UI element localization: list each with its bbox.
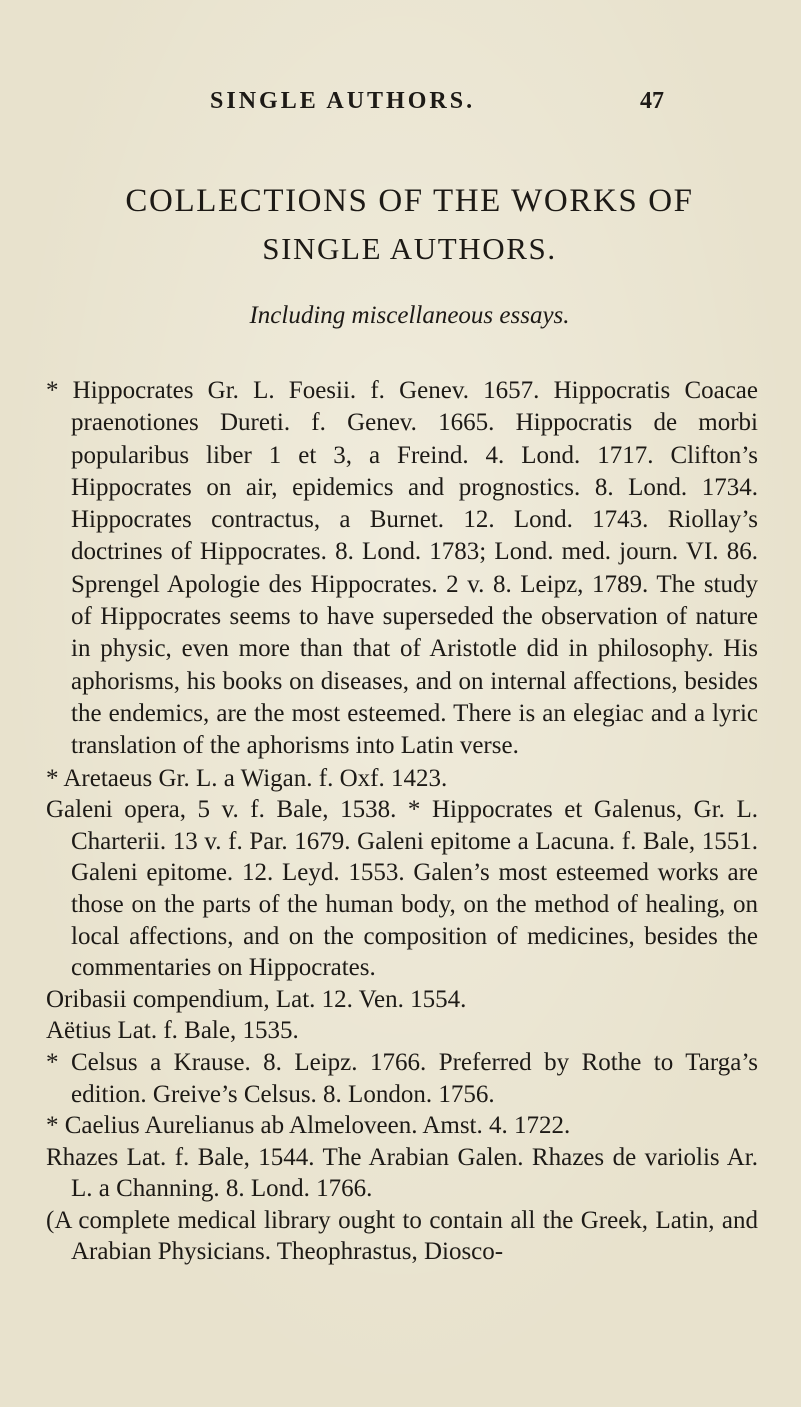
entry-hippocrates: * Hippocrates Gr. L. Foesii. f. Genev. 1657. Hippocratis Coacae praenotiones Dureti. f. Genev. 1665. Hippocratis de morbi popularibus liber 1 et 3, a Freind. 4. Lond. 1717. Clifton’s Hippocrates on air, epidemics and prognostics. 8. Lond. 1734. Hippocrates contractus, a Burnet. 12. Lond. 1743. Riollay’s doctrines of Hippocrates. 8. Lond. 1783; Lond. med. journ. VI. 86. Sprengel Apologie des Hippocrates. 2 v. 8. Leipz, 1789. The study of Hippocrates seems to have superseded the observation of nature in physic, even more than that of Aristotle did in philosophy. His aphorisms, his books on diseases, and on internal affections, besides the endemics, are the most esteemed. There is an elegiac and a lyric translation of the aphorisms into Latin verse. bbox=[46, 377, 758, 760]
entry-aetius: Aëtius Lat. f. Bale, 1535. bbox=[46, 1017, 299, 1045]
entry-rhazes: Rhazes Lat. f. Bale, 1544. The Arabian Galen. Rhazes de variolis Ar. L. a Channing. 8. Lond. 1766. bbox=[46, 1143, 758, 1203]
section-title-line-2: SINGLE AUTHORS. bbox=[262, 231, 557, 266]
entry-medical-library-note: (A complete medical library ought to contain all the Greek, Latin, and Arabian Physicians. Theophrastus, Diosco- bbox=[46, 1206, 758, 1266]
section-subtitle: Including miscellaneous essays. bbox=[249, 302, 570, 329]
entry-celsus: * Celsus a Krause. 8. Leipz. 1766. Preferred by Rothe to Targa’s edition. Greive’s Celsus. 8. London. 1756. bbox=[46, 1048, 758, 1108]
running-title: SINGLE AUTHORS. bbox=[210, 88, 476, 114]
page-number: 47 bbox=[640, 88, 664, 114]
running-head bbox=[0, 88, 801, 128]
entry-caelius-aurelianus: * Caelius Aurelianus ab Almeloveen. Amst. 4. 1722. bbox=[46, 1112, 571, 1140]
entry-galen: Galeni opera, 5 v. f. Bale, 1538. * Hippocrates et Galenus, Gr. L. Charterii. 13 v. f. Par. 1679. Galeni epitome a Lacuna. f. Bale, 1551. Galeni epitome. 12. Leyd. 1553. Galen’s most esteemed works are those on the parts of the human body, on the method of healing, on local affections, and on the composition of medicines, besides the commentaries on Hippocrates. bbox=[46, 796, 758, 982]
entry-oribasius: Oribasii compendium, Lat. 12. Ven. 1554. bbox=[46, 985, 467, 1013]
section-title-line-1: COLLECTIONS OF THE WORKS OF bbox=[125, 183, 694, 219]
entry-aretaeus: * Aretaeus Gr. L. a Wigan. f. Oxf. 1423. bbox=[46, 764, 448, 792]
bibliography-body bbox=[46, 375, 758, 1268]
